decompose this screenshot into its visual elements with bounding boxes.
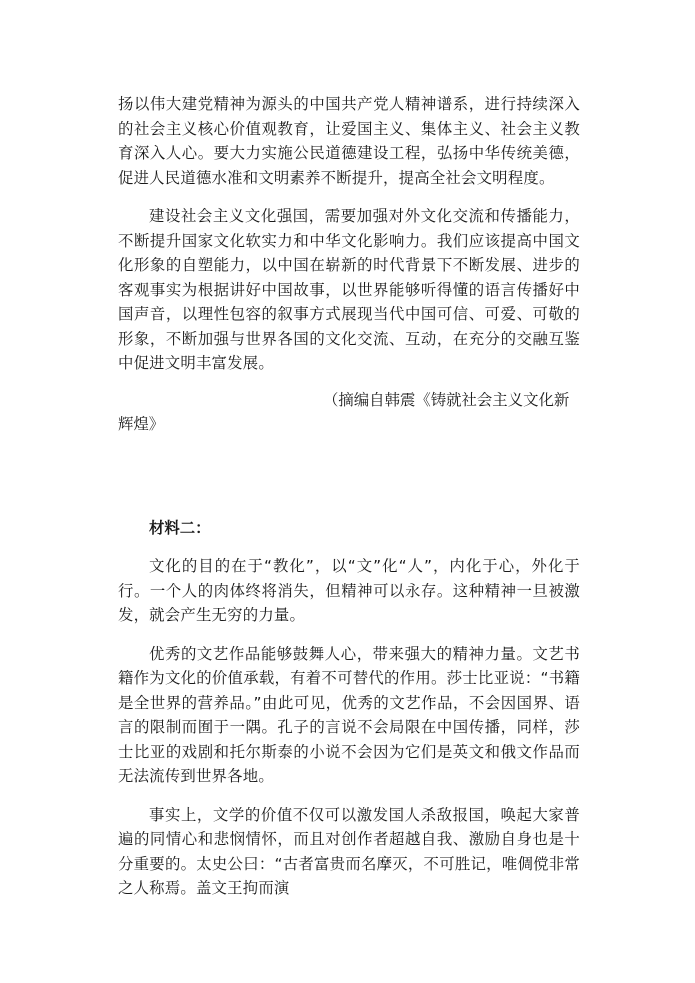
material-one-paragraph-2: 建设社会主义文化强国，需要加强对外文化交流和传播能力，不断提升国家文化软实力和中华文化影响力。我们应该提高中国文化形象的自塑能力，以中国在崭新的时代背景下不断发展、进步的客观事实为根据讲好中国故事，以世界能够听得懂的语言传播好中国声音，以理性包容的叙事方式展现当代中国可信、可爱、可敬的形象，不断加强与世界各国的文化交流、互动，在充分的交融互鉴中促进文明丰富发展。 <box>118 207 580 372</box>
material-one-paragraph-continuation: 扬以伟大建党精神为源头的中国共产党人精神谱系，进行持续深入的社会主义核心价值观教育，让爱国主义、集体主义、社会主义教育深入人心。要大力实施公民道德建设工程，弘扬中华传统美德，促进人民道德水准和文明素养不断提升，提高全社会文明程度。 <box>118 95 580 187</box>
material-one-attribution: （摘编自韩震《铸就社会主义文化新辉煌》 <box>118 390 570 433</box>
material-two-paragraph-3: 事实上，文学的价值不仅可以激发国人杀敌报国，唤起大家普遍的同情心和悲悯情怀，而且对创作者超越自我、激励自身也是十分重要的。太史公曰：“古者富贵而名摩灭，不可胜记，唯倜傥非常之人称焉。盖文王拘而演 <box>118 805 580 897</box>
document-page <box>118 92 580 901</box>
material-two-heading: 材料二： <box>149 518 211 537</box>
material-two-paragraph-2: 优秀的文艺作品能够鼓舞人心，带来强大的精神力量。文艺书籍作为文化的价值承载，有着不可替代的作用。莎士比亚说：“书籍是全世界的营养品。”由此可见，优秀的文艺作品，不会因国界、语言的限制而囿于一隅。孔子的言说不会局限在中国传播，同样，莎士比亚的戏剧和托尔斯泰的小说不会因为它们是英文和俄文作品而无法流传到世界各地。 <box>118 644 580 785</box>
material-two-paragraph-1: 文化的目的在于“教化”，以“文”化“人”，内化于心，外化于行。一个人的肉体终将消失，但精神可以永存。这种精神一旦被激发，就会产生无穷的力量。 <box>118 557 580 624</box>
